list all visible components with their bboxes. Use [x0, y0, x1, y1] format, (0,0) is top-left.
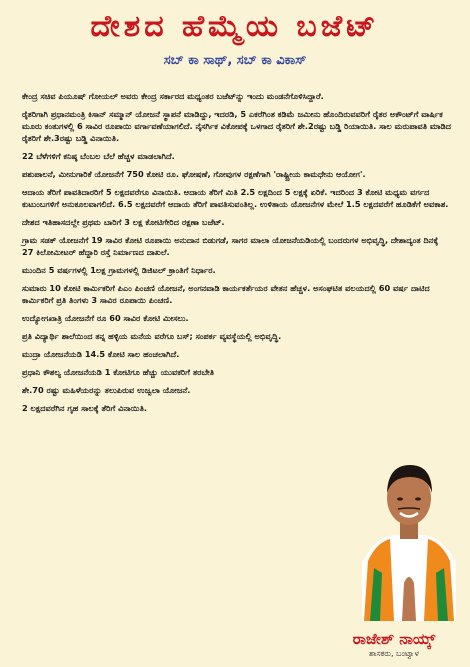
paragraph: 22 ಬೆಳೆಗಳಿಗೆ ಕನಿಷ್ಠ ಬೆಂಬಲ ಬೆಲೆ ಹೆಚ್ಚಳ ಮಾಡಲಾಗಿದೆ.: [22, 151, 175, 161]
paragraph: ಪ್ರಧಾನಿ ಕೌಶಲ್ಯ ಯೋಜನೆಯಡಿ 1 ಕೋಟಿಗೂ ಹೆಚ್ಚು ಯುವಕರಿಗೆ ತರಬೇತಿ: [22, 367, 215, 377]
poster-title: ದೇಶದ ಹೆಮ್ಮೆಯ ಬಜೆಟ್: [90, 9, 380, 44]
signatory-role: ಶಾಸಕರು, ಬಂಟ್ವಾಳ: [369, 649, 419, 658]
paragraph: ದೇಶದ ಇತಿಹಾಸದಲ್ಲೇ ಪ್ರಥಮ ಬಾರಿಗೆ 3 ಲಕ್ಷ ಕೋಟಿಗೇರಿದ ರಕ್ಷಣಾ ಬಜೆಟ್.: [22, 217, 225, 227]
paragraph: ಕೇಂದ್ರ ಸಚಿವ ಪಿಯೂಷ್ ಗೋಯಲ್ ಅವರು ಕೇಂದ್ರ ಸರ್ಕಾರದ ಮಧ್ಯಂತರ ಬಜೆಟ್‌ನ್ನು ಇಂದು ಮಂಡನೆಗೊಳಿಸಿದ್ದಾರೆ.: [22, 91, 324, 101]
paragraph: ಮುಂದಿನ 5 ವರ್ಷಗಳಲ್ಲಿ 1ಲಕ್ಷ ಗ್ರಾಮಗಳಲ್ಲಿ ಡಿಜಿಟಲ್ ಕ್ರಾಂತಿಗೆ ನಿರ್ಧಾರ.: [22, 265, 216, 275]
paragraph: ಗ್ರಾಮ ಸಡಕ್ ಯೋಜನೆಗೆ 19 ಸಾವಿರ ಕೋಟಿ ರೂಪಾಯಿ ಅನುದಾನ ಬಿಡುಗಡೆ, ಸಾಗರ ಮಾಲಾ ಯೋಜನೆಯಡಿಯಲ್ಲಿ ಬಂದರುಗಳ ಅಭಿವೃದ್ಧಿ, ದೇಶಾದ್ಯಂತ ದಿನಕ್ಕೆ 27 ಕಿಲೋಮೀಟರ್ ಹೆದ್ದಾರಿ ರಸ್ತೆ ನಿರ್ಮಾಣದ ದಾಖಲೆ.: [22, 235, 439, 257]
paragraph: ರೈತರಿಗಾಗಿ ಪ್ರಧಾನಮಂತ್ರಿ ಕಿಸಾನ್ ಸಮ್ಮಾನ್ ಯೋಜನೆ ಸ್ಥಾಪನೆ ಮಾಡಿದ್ದು, ಇದರಡಿ, 5 ಎಕರೆಗಿಂತ ಕಡಿಮೆ ಜಮೀನು ಹೊಂದಿರುವವರಿಗೆ ರೈತರ ಅಕೌಂಟ್‌ಗೆ ವಾರ್ಷಿಕ ಮೂರು ಕಂತುಗಳಲ್ಲಿ 6 ಸಾವಿರ ರೂಪಾಯಿ ವರ್ಗಾವಣೆಯಾಗಲಿದೆ. ನೈಸರ್ಗಿಕ ವಿಕೋಪಕ್ಕೆ ಒಳಗಾದ ರೈತರಿಗೆ ಶೇ.2ರಷ್ಟು ಬಡ್ಡಿ ರಿಯಾಯಿತಿ. ಸಾಲ ಮರುಪಾವತಿ ಮಾಡಿದ ರೈತರಿಗೆ ಶೇ.3ರಷ್ಟು ಬಡ್ಡಿ ವಿನಾಯಿತಿ.: [22, 109, 452, 143]
paragraph: ಮುದ್ರಾ ಯೋಜನೆಯಡಿ 14.5 ಕೋಟಿ ಸಾಲ ಹಂಚಲಾಗಿದೆ.: [22, 349, 180, 359]
paragraph: ಶೇ.70 ರಷ್ಟು ಮಹಿಳೆಯರನ್ನು ತಲುಪಿರುವ ಉಜ್ವಲಾ ಯೋಜನೆ.: [22, 385, 191, 395]
paragraph: ಸುಮಾರು 10 ಕೋಟಿ ಕಾರ್ಮಿಕರಿಗೆ ಪಿಎಂ ಪಿಂಚಣಿ ಯೋಜನೆ, ಅಂಗನವಾಡಿ ಕಾರ್ಯಕರ್ತೆಯರ ವೇತನ ಹೆಚ್ಚಳ. ಅಸಂಘಟಿತ ವಲಯದಲ್ಲಿ 60 ವರ್ಷ ದಾಟಿದ ಕಾರ್ಮಿಕರಿಗೆ ಪ್ರತಿ ತಿಂಗಳು 3 ಸಾವಿರ ರೂಪಾಯಿ ಪಿಂಚಣಿ.: [22, 283, 430, 305]
paragraph: ಪ್ರತಿ ವಿದ್ಯಾರ್ಥಿ ಶಾಲೆಯಿಂದ ತನ್ನ ಹಳ್ಳಿಯ ಮನೆಯ ವರೆಗೂ ಬಸ್; ಸಂಪರ್ಕ ವ್ಯವಸ್ಥೆಯಲ್ಲಿ ಅಭಿವೃದ್ಧಿ.: [22, 331, 282, 341]
signatory-name: ರಾಜೇಶ್ ನಾಯ್ಕ್: [352, 630, 436, 648]
paragraph: 2 ಲಕ್ಷದವರೆಗಿನ ಗೃಹ ಸಾಲಕ್ಕೆ ತೆರಿಗೆ ವಿನಾಯಿತಿ.: [22, 403, 148, 413]
paragraph: ಪಶುಪಾಲನೆ, ಮೀನುಗಾರಿಕೆ ಯೋಜನೆಗೆ 750 ಕೋಟಿ ರೂ. ಘೋಷಣೆ, ಗೋವುಗಳ ರಕ್ಷಣೆಗಾಗಿ 'ರಾಷ್ಟ್ರೀಯ ಕಾಮಧೇನು ಆಯೋಗ'.: [22, 169, 366, 179]
signature-block: [324, 629, 464, 659]
budget-highlights: [22, 90, 452, 420]
paragraph: ಉದ್ಯೋಗಖಾತ್ರಿ ಯೋಜನೆಗೆ ರೂ 60 ಸಾವಿರ ಕೋಟಿ ಮೀಸಲು.: [22, 313, 189, 323]
politician-portrait: [354, 443, 464, 621]
poster-subtitle: ಸಬ್ ಕಾ ಸಾಥ್, ಸಬ್ ಕಾ ವಿಕಾಸ್: [163, 53, 307, 68]
paragraph: ಆದಾಯ ತೆರಿಗೆ ಪಾವತಿದಾರರಿಗೆ 5 ಲಕ್ಷದವರೆಗೂ ವಿನಾಯಿತಿ. ಆದಾಯ ತೆರಿಗೆ ಮಿತಿ 2.5 ಲಕ್ಷದಿಂದ 5 ಲಕ್ಷಕ್ಕೆ ಏರಿಕೆ. ಇದರಿಂದ 3 ಕೋಟಿ ಮಧ್ಯಮ ವರ್ಗದ ಕುಟುಂಬಗಳಿಗೆ ಅನುಕೂಲವಾಗಲಿದೆ. 6.5 ಲಕ್ಷದವರೆಗೆ ಆದಾಯ ತೆರಿಗೆ ಪಾವತಿಸುವಂತಿಲ್ಲ. ಉಳಿತಾಯ ಯೋಜನೆಗಳ ಮೇಲೆ 1.5 ಲಕ್ಷದವರೆಗೆ ಹೂಡಿಕೆಗೆ ಅವಕಾಶ.: [22, 187, 449, 209]
